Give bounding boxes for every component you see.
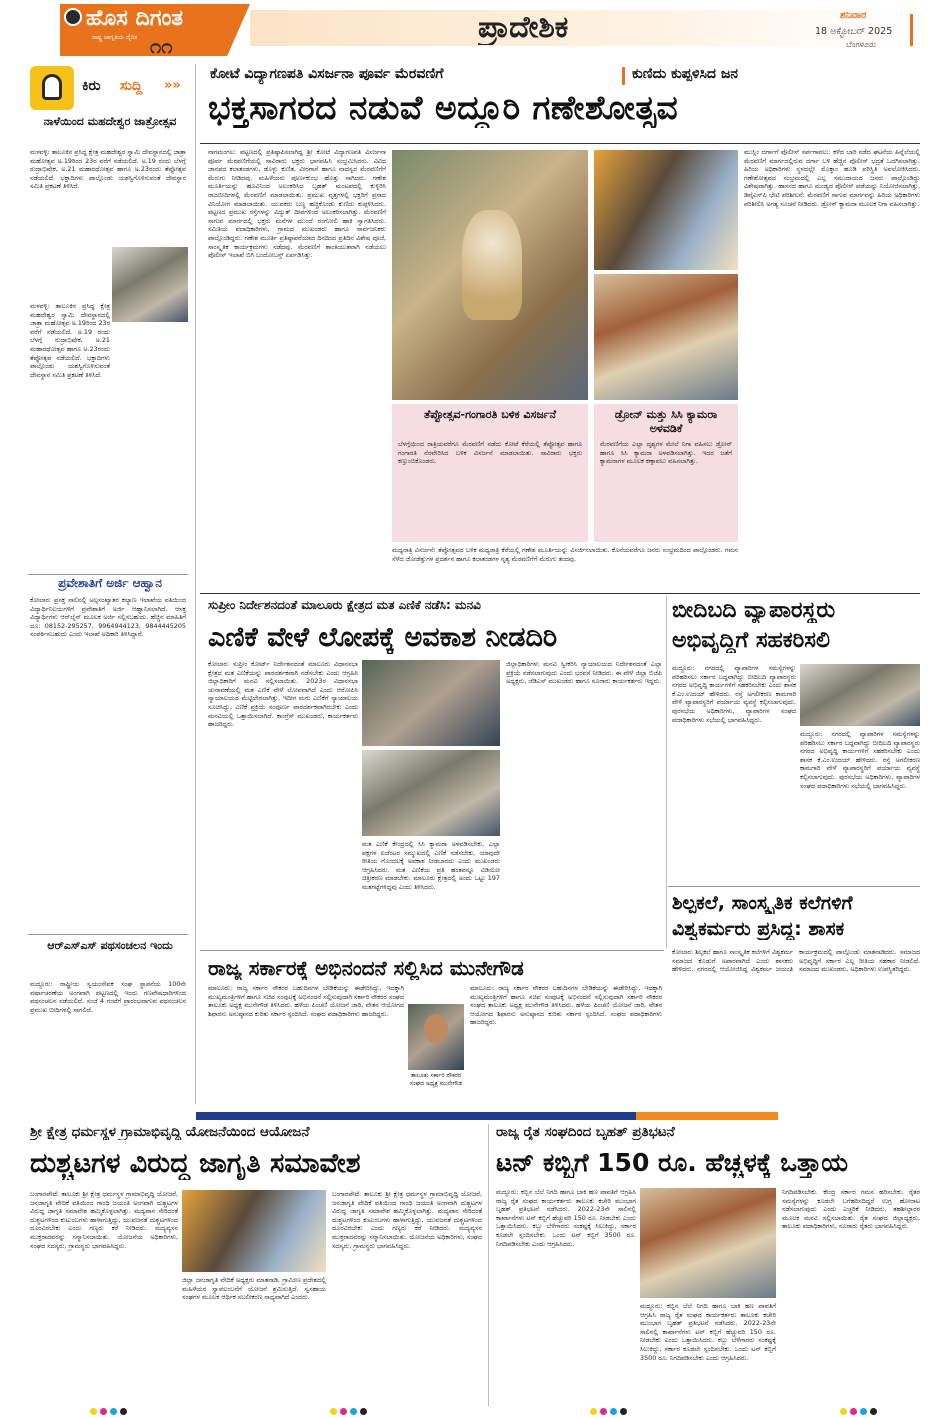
vendors-headline-1: ಬೀದಿಬದಿ ವ್ಯಾಪಾರಸ್ಥರು [672, 598, 836, 623]
box-drone-body: ಮೆರವಣಿಗೆಯ ಎಲ್ಲಾ ದೃಶ್ಯಗಳ ಮೇಲೆ ನಿಗಾ ವಹಿಸಲು ಡ್ರೋನ್ ಹಾಗೂ ಸಿಸಿ ಕ್ಯಾಮರಾ ಅಳವಡಿಸಲಾಗಿತ್ತು. ಇದರ ಜತೆಗೆ ಕ್ಯಾಮರಾಗಳ ಮೂಲಕ ಕಣ್ಗಾವಲು ವಹಿಸಲಾಗಿತ್ತು. [600, 440, 732, 466]
reg-dot [860, 1408, 867, 1415]
dharmasthala-photo [182, 1190, 326, 1272]
divider [28, 574, 188, 575]
vendors-body: ಮದ್ದೂರು: ನಗರದಲ್ಲಿ ವ್ಯಾಪಾರಿಗಳ ಸಮಸ್ಯೆಗಳನ್ನು ಪರಿಹರಿಸಲು ಸರ್ಕಾರ ಬದ್ಧವಾಗಿದ್ದು ಬೀದಿಬದಿ ವ್ಯಾಪಾರಸ್ಥರು ನಗರದ ಅಭಿವೃದ್ಧಿ ಕಾರ್ಯಗಳಿಗೆ ಸಹಕರಿಸಬೇಕು ಎಂದು ಶಾಸಕ ಕೆ.ಎಂ.ಉದಯ್ ಹೇಳಿದರು. ರಸ್ತೆ ಅಗಲೀಕರಣ ಕಾಮಗಾರಿ ವೇಳೆ ವ್ಯಾಪಾರಸ್ಥರಿಗೆ ಪರ್ಯಾಯ ವ್ಯವಸ್ಥೆ ಕಲ್ಪಿಸಲಾಗುವುದು. ಪುರಸಭೆಯ ಅಧಿಕಾರಿಗಳು, ವ್ಯಾಪಾರಿಗಳ ಸಂಘದ ಪದಾಧಿಕಾರಿಗಳು ಸಭೆಯಲ್ಲಿ ಭಾಗವಹಿಸಿದ್ದರು. [672, 664, 796, 724]
sidebar-story-1-photo [112, 247, 188, 322]
dharmasthala-body-2: ಜಿಲ್ಲಾ ಜನಜಾಗೃತಿ ವೇದಿಕೆ ಅಧ್ಯಕ್ಷರು ಮಾತನಾಡಿ, ಗ್ರಾಮೀಣ ಪ್ರದೇಶದಲ್ಲಿ ಮಹಿಳೆಯರ ಸ್ವಾವಲಂಬನೆಗೆ ಯೋಜನೆ ಶ್ರಮಿಸುತ್ತಿದೆ. ಸ್ವಸಹಾಯ ಸಂಘಗಳ ಮೂಲಕ ಆರ್ಥಿಕ ಸಬಲೀಕರಣ ಸಾಧ್ಯವಾಗಿದೆ ಎಂದರು. [182, 1276, 326, 1302]
divider [200, 950, 664, 951]
election-photo-1 [362, 660, 500, 746]
reg-dot [330, 1408, 337, 1415]
column-rule [666, 596, 667, 948]
munegowda-body-cont [470, 984, 662, 1102]
sidebar [28, 62, 190, 1104]
box-teppotsava-title: ತೆಪ್ಪೋತ್ಸವ-ಗಂಗಾರತಿ ಬಳಿಕ ವಿಸರ್ಜನೆ [423, 408, 557, 421]
registration-marks-left [90, 1408, 127, 1415]
box-teppotsava-body: ಬೆಳಗ್ಗೆಯಿಂದ ರಾತ್ರಿಯವರೆಗೂ ಮೆರವಣಿಗೆ ನಡೆದು ಕೋಟೆ ಕೆರೆಯಲ್ಲಿ ತೆಪ್ಪೋತ್ಸವ ಹಾಗೂ ಗಂಗಾರತಿ ನೆರವೇರಿಸಿದ ಬಳಿಕ ವಿಸರ್ಜನೆ ಮಾಡಲಾಯಿತು. ಸಾವಿರಾರು ಭಕ್ತರು ಕಣ್ತುಂಬಿಕೊಂಡರು. [398, 440, 582, 466]
lead-headline: ಭಕ್ತಸಾಗರದ ನಡುವೆ ಅದ್ಧೂರಿ ಗಣೇಶೋತ್ಸವ [208, 88, 679, 127]
masthead-day: ಶನಿವಾರ [840, 10, 867, 21]
farmers-photo [640, 1188, 776, 1298]
sidebar-story-2-title: ಪ್ರವೇಶಾತಿಗೆ ಅರ್ಜಿ ಆಹ್ವಾನ [58, 576, 162, 590]
reg-dot [340, 1408, 347, 1415]
lead-photo-procession [594, 274, 738, 400]
vendors-photo [800, 664, 920, 726]
lead-kicker-b: ಕುಣಿದು ಕುಪ್ಪಳಿಸಿದ ಜನ [632, 66, 739, 82]
bottom-band-orange [636, 1112, 778, 1120]
farmers-body-cont [640, 1302, 776, 1402]
registration-marks-right [590, 1408, 627, 1415]
section-title: ಪ್ರಾದೇಶಿಕ [478, 10, 569, 45]
munegowda-portrait [408, 1004, 464, 1070]
vendors-body-cont-text: ಮದ್ದೂರು: ನಗರದಲ್ಲಿ ವ್ಯಾಪಾರಿಗಳ ಸಮಸ್ಯೆಗಳನ್ನು ಪರಿಹರಿಸಲು ಸರ್ಕಾರ ಬದ್ಧವಾಗಿದ್ದು ಬೀದಿಬದಿ ವ್ಯಾಪಾರಸ್ಥರು ನಗರದ ಅಭಿವೃದ್ಧಿ ಕಾರ್ಯಗಳಿಗೆ ಸಹಕರಿಸಬೇಕು ಎಂದು ಶಾಸಕ ಕೆ.ಎಂ.ಉದಯ್ ಹೇಳಿದರು. ರಸ್ತೆ ಅಗಲೀಕರಣ ಕಾಮಗಾರಿ ವೇಳೆ ವ್ಯಾಪಾರಸ್ಥರಿಗೆ ಪರ್ಯಾಯ ವ್ಯವಸ್ಥೆ ಕಲ್ಪಿಸಲಾಗುವುದು. ಪುರಸಭೆಯ ಅಧಿಕಾರಿಗಳು, ವ್ಯಾಪಾರಿಗಳ ಸಂಘದ ಪದಾಧಿಕಾರಿಗಳು ಸಭೆಯಲ್ಲಿ ಭಾಗವಹಿಸಿದ್ದರು. [800, 730, 920, 790]
election-col-3: ಜಿಲ್ಲಾಧಿಕಾರಿಗಳು ಮನವಿ ಸ್ವೀಕರಿಸಿ ನ್ಯಾಯಾಲಯದ ನಿರ್ದೇಶನದಂತೆ ಎಲ್ಲಾ ಪ್ರಕ್ರಿಯೆ ನಡೆಸಲಾಗುವುದು ಎಂದು ಭರವಸೆ ನೀಡಿದರು. ಈ ವೇಳೆ ಜಿಲ್ಲಾ ಬಿಜೆಪಿ ಅಧ್ಯಕ್ಷರು, ಜೆಡಿಎಸ್ ಮುಖಂಡರು ಹಾಗೂ ನೂರಾರು ಕಾರ್ಯಕರ್ತರು ಇದ್ದರು. [506, 660, 662, 686]
dharmasthala-body-3-text: ಬಂಗಾರಪೇಟೆ: ತಾಲೂಕು ಶ್ರೀ ಕ್ಷೇತ್ರ ಧರ್ಮಸ್ಥಳ ಗ್ರಾಮಾಭಿವೃದ್ಧಿ ಯೋಜನೆ, ಜನಜಾಗೃತಿ ವೇದಿಕೆ ವತಿಯಿಂದ ಗಾಂಧಿ ಜಯಂತಿ ಅಂಗವಾಗಿ ದುಶ್ಚಟಗಳ ವಿರುದ್ಧ ಜಾಗೃತಿ ಸಮಾವೇಶ ಹಮ್ಮಿಕೊಳ್ಳಲಾಗಿತ್ತು. ಮದ್ಯಪಾನ ಸೇರಿದಂತೆ ದುಶ್ಚಟಗಳಿಂದ ಕುಟುಂಬಗಳು ಹಾಳಾಗುತ್ತಿದ್ದು, ಯುವಜನತೆ ದುಶ್ಚಟಗಳಿಂದ ದೂರವಿರಬೇಕು ಎಂದು ಗಣ್ಯರು ಕರೆ ನೀಡಿದರು. ಮದ್ಯವ್ಯಸನ ಮುಕ್ತರಾದವರನ್ನು ಸನ್ಮಾನಿಸಲಾಯಿತು. ಯೋಜನೆಯ ಅಧಿಕಾರಿಗಳು, ಸಂಘದ ಸದಸ್ಯರು, ಗ್ರಾಮಸ್ಥರು ಭಾಗವಹಿಸಿದ್ದರು. [332, 1190, 482, 1250]
bottom-band-blue [196, 1112, 636, 1120]
election-col-2: ಮತ ಎಣಿಕೆ ಕೇಂದ್ರದಲ್ಲಿ ಸಿಸಿ ಕ್ಯಾಮರಾ ಅಳವಡಿಸಬೇಕು, ಎಲ್ಲಾ ಪಕ್ಷಗಳ ಏಜೆಂಟರ ಸಮ್ಮುಖದಲ್ಲಿ ಎಣಿಕೆ ನಡೆಸಬೇಕು, ಯಾವುದೇ ರೀತಿಯ ಗೊಂದಲಕ್ಕೆ ಅವಕಾಶ ನೀಡಬಾರದು ಎಂದು ಮುಖಂಡರು ಆಗ್ರಹಿಸಿದರು. ಮತ ಎಣಿಕೆಯ ಪ್ರತಿ ಹಂತವನ್ನೂ ವಿಡಿಯೋ ಚಿತ್ರೀಕರಣ ಮಾಡಬೇಕು. ಮಾಲೂರು ಕ್ಷೇತ್ರದಲ್ಲಿ ಅಂದು ಒಟ್ಟು 197 ಮತಗಟ್ಟೆಗಳಿದ್ದವು ಎಂದು ತಿಳಿಸಿದರು. [362, 840, 500, 891]
section-band [250, 10, 900, 46]
reg-dot [870, 1408, 877, 1415]
election-headline: ಎಣಿಕೆ ವೇಳೆ ಲೋಪಕ್ಕೆ ಅವಕಾಶ ನೀಡದಿರಿ [208, 622, 558, 653]
reg-dot [600, 1408, 607, 1415]
lead-kicker-sep [622, 67, 625, 85]
divider [200, 593, 920, 594]
dharmasthala-body: ಬಂಗಾರಪೇಟೆ: ತಾಲೂಕು ಶ್ರೀ ಕ್ಷೇತ್ರ ಧರ್ಮಸ್ಥಳ ಗ್ರಾಮಾಭಿವೃದ್ಧಿ ಯೋಜನೆ, ಜನಜಾಗೃತಿ ವೇದಿಕೆ ವತಿಯಿಂದ ಗಾಂಧಿ ಜಯಂತಿ ಅಂಗವಾಗಿ ದುಶ್ಚಟಗಳ ವಿರುದ್ಧ ಜಾಗೃತಿ ಸಮಾವೇಶ ಹಮ್ಮಿಕೊಳ್ಳಲಾಗಿತ್ತು. ಮದ್ಯಪಾನ ಸೇರಿದಂತೆ ದುಶ್ಚಟಗಳಿಂದ ಕುಟುಂಬಗಳು ಹಾಳಾಗುತ್ತಿದ್ದು, ಯುವಜನತೆ ದುಶ್ಚಟಗಳಿಂದ ದೂರವಿರಬೇಕು ಎಂದು ಗಣ್ಯರು ಕರೆ ನೀಡಿದರು. ಮದ್ಯವ್ಯಸನ ಮುಕ್ತರಾದವರನ್ನು ಸನ್ಮಾನಿಸಲಾಯಿತು. ಯೋಜನೆಯ ಅಧಿಕಾರಿಗಳು, ಸಂಘದ ಸದಸ್ಯರು, ಗ್ರಾಮಸ್ಥರು ಭಾಗವಹಿಸಿದ್ದರು. [30, 1190, 178, 1250]
registration-marks-far [840, 1408, 877, 1415]
reg-dot [610, 1408, 617, 1415]
masthead-logo: ಹೊಸ ದಿಗಂತ [86, 6, 184, 31]
reg-dot [840, 1408, 847, 1415]
munegowda-headline: ರಾಜ್ಯ ಸರ್ಕಾರಕ್ಕೆ ಅಭಿನಂದನೆ ಸಲ್ಲಿಸಿದ ಮುನೇಗೌಡ [208, 956, 524, 980]
chevrons-icon: »» [164, 78, 181, 93]
farmers-kicker: ರಾಜ್ಯ ರೈತ ಸಂಘದಿಂದ ಬೃಹತ್ ಪ್ರತಿಭಟನೆ [496, 1124, 675, 1140]
hand-icon [42, 74, 62, 100]
dharmasthala-headline: ದುಶ್ಚಟಗಳ ವಿರುದ್ಧ ಜಾಗೃತಿ ಸಮಾವೇಶ [30, 1148, 361, 1179]
sidebar-story-3-body: ಮದ್ದೂರು: ರಾಷ್ಟ್ರೀಯ ಸ್ವಯಂಸೇವಕ ಸಂಘ ಸ್ಥಾಪನೆಯ 100ನೇ ವರ್ಷಾಚರಣೆಯ ಅಂಗವಾಗಿ ಪಟ್ಟಣದಲ್ಲಿ ಇಂದು ಗಣವೇಷಧಾರಿಗಳಿಂದ ಪಥಸಂಚಲನ ನಡೆಯಲಿದೆ. ಸಂಜೆ 4 ಗಂಟೆಗೆ ಪ್ರಾರಂಭವಾಗುವ ಪಥಸಂಚಲನ ಪ್ರಮುಖ ಬೀದಿಗಳಲ್ಲಿ ಸಾಗಲಿದೆ. [30, 980, 186, 1014]
sidebar-story-2-body: ಕೋಲಾರ: ಪ್ರಸಕ್ತ ಸಾಲಿನಲ್ಲಿ ಅಲ್ಪಸಂಖ್ಯಾತರ ಕಲ್ಯಾಣ ಇಲಾಖೆಯ ವತಿಯಿಂದ ವಿದ್ಯಾರ್ಥಿನಿಲಯಗಳಿಗೆ ಪ್ರವೇಶಾತಿಗೆ ಅರ್ಜಿ ಆಹ್ವಾನಿಸಲಾಗಿದೆ. ಆಸಕ್ತ ವಿದ್ಯಾರ್ಥಿಗಳು ಆನ್‌ಲೈನ್ ಮೂಲಕ ಅರ್ಜಿ ಸಲ್ಲಿಸಬಹುದು. ಹೆಚ್ಚಿನ ಮಾಹಿತಿಗೆ ದೂ: 08152-295257, 9964944123, 9844445205 ಸಂಪರ್ಕಿಸಬಹುದು ಎಂದು ಇಲಾಖೆ ಅಧಿಕಾರಿ ತಿಳಿಸಿದ್ದಾರೆ. [30, 596, 186, 639]
vendors-headline-2: ಅಭಿವೃದ್ಧಿಗೆ ಸಹಕರಿಸಲಿ [672, 628, 830, 653]
registration-marks-mid [330, 1408, 367, 1415]
reg-dot [360, 1408, 367, 1415]
sidebar-story-1-body-cont: ಮಳವಳ್ಳಿ: ತಾಲೂಕಿನ ಪ್ರಸಿದ್ಧ ಕ್ಷೇತ್ರ ಮಹದೇಶ್ವರ ಸ್ವಾಮಿ ದೇವಸ್ಥಾನದಲ್ಲಿ ಜಾತ್ರಾ ಮಹೋತ್ಸವ ಅ.19ರಿಂದ 23ರ ವರೆಗೆ ನಡೆಯಲಿದೆ. ಅ.19 ರಂದು ಬೆಳಗ್ಗೆ ರುದ್ರಾಭಿಷೇಕ, ಅ.21 ಮಹಾರಥೋತ್ಸವ ಹಾಗೂ ಅ.23ರಂದು ತೆಪ್ಪೋತ್ಸವ ನಡೆಯಲಿದೆ. ಭಕ್ತಾದಿಗಳು ಪಾಲ್ಗೊಂಡು ಯಶಸ್ವಿಗೊಳಿಸುವಂತೆ ದೇವಸ್ಥಾನ ಸಮಿತಿ ಪ್ರಕಟಣೆ ತಿಳಿಸಿದೆ. [30, 302, 110, 379]
sidebar-story-3-title: ಆರ್‌ಎಸ್‌ಎಸ್ ಪಥಸಂಚಲನ ಇಂದು [47, 939, 173, 952]
lead-kicker-a: ಕೋಟೆ ವಿದ್ಯಾಗಣಪತಿ ವಿಸರ್ಜನಾ ಪೂರ್ವ ಮೆರವಣಿಗೆ [210, 66, 444, 82]
masthead-right-rule [910, 14, 913, 46]
vendors-body-cont [800, 730, 920, 880]
farmers-body-cont-text: ಮದ್ದೂರು: ಕಬ್ಬಿನ ಬೆಲೆ ನಿಗದಿ ಹಾಗೂ ಬಾಕಿ ಹಣ ಪಾವತಿಗೆ ಆಗ್ರಹಿಸಿ ರಾಜ್ಯ ರೈತ ಸಂಘದ ಕಾರ್ಯಕರ್ತರು ತಾಲೂಕು ಕಚೇರಿ ಮುಂಭಾಗ ಬೃಹತ್ ಪ್ರತಿಭಟನೆ ನಡೆಸಿದರು. 2022-23ನೇ ಸಾಲಿನಲ್ಲಿ ಕಾರ್ಖಾನೆಗಳು ಟನ್ ಕಬ್ಬಿಗೆ ಹೆಚ್ಚುವರಿ 150 ರೂ. ನೀಡಬೇಕು ಎಂದು ಒತ್ತಾಯಿಸಿದರು. ಕಬ್ಬು ಬೆಳೆಗಾರರು ಸಂಕಷ್ಟಕ್ಕೆ ಸಿಲುಕಿದ್ದು, ಸರ್ಕಾರ ಕೂಡಲೇ ಸ್ಪಂದಿಸಬೇಕು. ಒಂದು ಟನ್ ಕಬ್ಬಿಗೆ 3500 ರೂ. ನಿಗದಿಪಡಿಸಬೇಕು ಎಂದು ಆಗ್ರಹಿಸಿದರು. [640, 1302, 776, 1362]
reg-dot [590, 1408, 597, 1415]
column-rule [195, 64, 196, 1104]
divider [200, 143, 920, 144]
farmers-body: ಮದ್ದೂರು: ಕಬ್ಬಿನ ಬೆಲೆ ನಿಗದಿ ಹಾಗೂ ಬಾಕಿ ಹಣ ಪಾವತಿಗೆ ಆಗ್ರಹಿಸಿ ರಾಜ್ಯ ರೈತ ಸಂಘದ ಕಾರ್ಯಕರ್ತರು ತಾಲೂಕು ಕಚೇರಿ ಮುಂಭಾಗ ಬೃಹತ್ ಪ್ರತಿಭಟನೆ ನಡೆಸಿದರು. 2022-23ನೇ ಸಾಲಿನಲ್ಲಿ ಕಾರ್ಖಾನೆಗಳು ಟನ್ ಕಬ್ಬಿಗೆ ಹೆಚ್ಚುವರಿ 150 ರೂ. ನೀಡಬೇಕು ಎಂದು ಒತ್ತಾಯಿಸಿದರು. ಕಬ್ಬು ಬೆಳೆಗಾರರು ಸಂಕಷ್ಟಕ್ಕೆ ಸಿಲುಕಿದ್ದು, ಸರ್ಕಾರ ಕೂಡಲೇ ಸ್ಪಂದಿಸಬೇಕು. ಒಂದು ಟನ್ ಕಬ್ಬಿಗೆ 3500 ರೂ. ನಿಗದಿಪಡಿಸಬೇಕು ಎಂದು ಆಗ್ರಹಿಸಿದರು. [496, 1188, 636, 1248]
vishwakarma-headline-1: ಶಿಲ್ಪಕಲೆ, ಸಾಂಸ್ಕೃತಿಕ ಕಲೆಗಳಿಗೆ [672, 892, 853, 914]
lead-photo-ganesha [392, 150, 588, 400]
farmers-body-2: ನಿಗದಿಪಡಿಸಬೇಕು. ಕೇಂದ್ರ ಸರ್ಕಾರ ಗಮನ ಹರಿಸಬೇಕು. ರೈತರ ಸಮಸ್ಯೆಗಳನ್ನು ಕೂಡಲೇ ಬಗೆಹರಿಸದಿದ್ದರೆ ಉಗ್ರ ಹೋರಾಟ ನಡೆಸಲಾಗುವುದು ಎಂದು ಎಚ್ಚರಿಕೆ ನೀಡಿದರು. ತಹಶೀಲ್ದಾರರ ಮೂಲಕ ಮನವಿ ಸಲ್ಲಿಸಲಾಯಿತು. ರೈತ ಸಂಘದ ಜಿಲ್ಲಾಧ್ಯಕ್ಷರು, ತಾಲೂಕು ಪದಾಧಿಕಾರಿಗಳು, ನೂರಾರು ರೈತರು ಭಾಗವಹಿಸಿದ್ದರು. [782, 1188, 920, 1231]
masthead [0, 0, 945, 60]
reg-dot [620, 1408, 627, 1415]
sidebar-brand-a: ಕಿರು [82, 78, 101, 94]
divider [668, 886, 920, 887]
dharmasthala-kicker: ಶ್ರೀ ಕ್ಷೇತ್ರ ಧರ್ಮಸ್ಥಳ ಗ್ರಾಮಾಭಿವೃದ್ಧಿ ಯೋಜನೆಯಿಂದ ಆಯೋಜನೆ [30, 1124, 310, 1140]
masthead-city: ಬೆಂಗಳೂರು [846, 40, 876, 49]
lead-tail: ಮಧ್ಯರಾತ್ರಿ ವಿಸರ್ಜನೆ: ತೆಪ್ಪೋತ್ಸವದ ಬಳಿಕ ಮಧ್ಯರಾತ್ರಿ ಕೆರೆಯಲ್ಲಿ ಗಣೇಶ ಮೂರ್ತಿಯನ್ನು ವಿಸರ್ಜಿಸಲಾಯಿತು. ಕೊನೆಯವರೆಗೂ ಜನರು ಸಂಭ್ರಮದಿಂದ ಪಾಲ್ಗೊಂಡರು. ಗಮನ ಸೆಳೆದ ಜೋಡೆತ್ತುಗಳ ಪ್ರದರ್ಶನ ಹಾಗೂ ಕಲಾತಂಡಗಳ ನೃತ್ಯ ಮೆರವಣಿಗೆಗೆ ಮೆರುಗು ತಂದವು. [392, 546, 738, 563]
lead-photo-dancers [594, 150, 738, 270]
sidebar-story-1-body: ಮಳವಳ್ಳಿ: ತಾಲೂಕಿನ ಪ್ರಸಿದ್ಧ ಕ್ಷೇತ್ರ ಮಹದೇಶ್ವರ ಸ್ವಾಮಿ ದೇವಸ್ಥಾನದಲ್ಲಿ ಜಾತ್ರಾ ಮಹೋತ್ಸವ ಅ.19ರಿಂದ 23ರ ವರೆಗೆ ನಡೆಯಲಿದೆ. ಅ.19 ರಂದು ಬೆಳಗ್ಗೆ ರುದ್ರಾಭಿಷೇಕ, ಅ.21 ಮಹಾರಥೋತ್ಸವ ಹಾಗೂ ಅ.23ರಂದು ತೆಪ್ಪೋತ್ಸವ ನಡೆಯಲಿದೆ. ಭಕ್ತಾದಿಗಳು ಪಾಲ್ಗೊಂಡು ಯಶಸ್ವಿಗೊಳಿಸುವಂತೆ ದೇವಸ್ಥಾನ ಸಮಿತಿ ಪ್ರಕಟಣೆ ತಿಳಿಸಿದೆ. [30, 148, 186, 191]
reg-dot [110, 1408, 117, 1415]
lead-col-1: ನಾಗಮಂಗಲ: ಪಟ್ಟಣದಲ್ಲಿ ಪ್ರತಿಷ್ಠಾಪಿಸಲಾಗಿದ್ದ ಶ್ರೀ ಕೋಟೆ ವಿದ್ಯಾಗಣಪತಿ ವಿಸರ್ಜನಾ ಪೂರ್ವ ಮೆರವಣಿಗೆಯಲ್ಲಿ ಸಾವಿರಾರು ಭಕ್ತರು ಭಾಗವಹಿಸಿ ಸಂಭ್ರಮಿಸಿದರು. ವಿವಿಧ ಜಾನಪದ ಕಲಾತಂಡಗಳು, ಡೊಳ್ಳು ಕುಣಿತ, ವೀರಗಾಸೆ ಹಾಗೂ ನಾದಸ್ವರ ಮೆರವಣಿಗೆಗೆ ಮೆರುಗು ನೀಡಿದವು. ಮಹಿಳೆಯರು ಪೂರ್ಣಕುಂಭ ಹೊತ್ತು ಸಾಗಿದರು. ಗಣೇಶ ಮೂರ್ತಿಯನ್ನು ಹೂವಿನಿಂದ ಅಲಂಕರಿಸಿದ ಬೃಹತ್ ಮಂಟಪದಲ್ಲಿ ಕುಳ್ಳಿರಿಸಿ ರಾಜಬೀದಿಗಳಲ್ಲಿ ಮೆರವಣಿಗೆ ಮಾಡಲಾಯಿತು. ಪ್ರಮುಖ ವೃತ್ತಗಳಲ್ಲಿ ಭಕ್ತರಿಗೆ ಪ್ರಸಾದ ವಿನಿಯೋಗ ಮಾಡಲಾಯಿತು. ಯುವಕರು ಬಣ್ಣ ಹಚ್ಚಿಕೊಂಡು ಕುಣಿದು ಕುಪ್ಪಳಿಸಿದರು. ಪಟ್ಟಣದ ಪ್ರಮುಖ ರಸ್ತೆಗಳನ್ನು ವಿದ್ಯುತ್ ದೀಪಗಳಿಂದ ಅಲಂಕರಿಸಲಾಗಿತ್ತು. ಮೆರವಣಿಗೆ ಸಾಗುವ ಮಾರ್ಗದಲ್ಲಿ ಭಕ್ತರು ಮನೆಗಳ ಮುಂದೆ ರಂಗೋಲಿ ಹಾಕಿ ಸ್ವಾಗತಿಸಿದರು. ಸಮಿತಿಯ ಪದಾಧಿಕಾರಿಗಳು, ಗ್ರಾಮದ ಮುಖಂಡರು ಹಾಗೂ ಸಾರ್ವಜನಿಕರು ಪಾಲ್ಗೊಂಡಿದ್ದರು. ಗಣೇಶ ಮೂರ್ತಿ ಪ್ರತಿಷ್ಠಾಪನೆಯಾದ ದಿನದಿಂದ ಪ್ರತಿದಿನ ವಿಶೇಷ ಪೂಜೆ, ಸಾಂಸ್ಕೃತಿಕ ಕಾರ್ಯಕ್ರಮಗಳು ನಡೆದವು. ಮೆರವಣಿಗೆ ಶಾಂತಿಯುತವಾಗಿ ನಡೆಯಲು ಪೊಲೀಸ್ ಇಲಾಖೆ ಬಿಗಿ ಬಂದೋಬಸ್ತ್ ಏರ್ಪಡಿಸಿತ್ತು. [208, 148, 386, 260]
vishwakarma-headline-2: ವಿಶ್ವಕರ್ಮರು ಪ್ರಸಿದ್ಧ: ಶಾಸಕ [672, 918, 845, 940]
reg-dot [120, 1408, 127, 1415]
munegowda-body: ಮಾಲೂರು: ರಾಜ್ಯ ಸರ್ಕಾರ ನೌಕರರ ಬಹುದಿನಗಳ ಬೇಡಿಕೆಯನ್ನು ಈಡೇರಿಸಿದ್ದು, ಇದಕ್ಕಾಗಿ ಮುಖ್ಯಮಂತ್ರಿಗಳಿಗೆ ಹಾಗೂ ಸಚಿವ ಸಂಪುಟಕ್ಕೆ ಅಭಿನಂದನೆ ಸಲ್ಲಿಸುವುದಾಗಿ ಸರ್ಕಾರಿ ನೌಕರರ ಸಂಘದ ತಾಲೂಕು ಅಧ್ಯಕ್ಷ ಮುನೇಗೌಡ ತಿಳಿಸಿದರು. ಹಳೆಯ ಪಿಂಚಣಿ ಯೋಜನೆ ಜಾರಿ, ವೇತನ ಆಯೋಗದ ಶಿಫಾರಸು ಅನುಷ್ಠಾನದ ಕುರಿತು ಸರ್ಕಾರ ಸ್ಪಂದಿಸಿದೆ. ಸಂಘದ ಪದಾಧಿಕಾರಿಗಳು ಹಾಜರಿದ್ದರು. [208, 984, 404, 1018]
farmers-headline: ಟನ್ ಕಬ್ಬಿಗೆ 150 ರೂ. ಹೆಚ್ಚಳಕ್ಕೆ ಒತ್ತಾಯ [496, 1148, 848, 1177]
election-col-1: ಕೋಲಾರ: ಸುಪ್ರೀಂ ಕೋರ್ಟ್ ನಿರ್ದೇಶನದಂತೆ ಮಾಲೂರು ವಿಧಾನಸಭಾ ಕ್ಷೇತ್ರದ ಮತ ಎಣಿಕೆಯನ್ನು ಪಾರದರ್ಶಕವಾಗಿ ನಡೆಸಬೇಕು ಎಂದು ಆಗ್ರಹಿಸಿ ಜಿಲ್ಲಾಧಿಕಾರಿಗೆ ಮನವಿ ಸಲ್ಲಿಸಲಾಯಿತು. 2023ರ ವಿಧಾನಸಭಾ ಚುನಾವಣೆಯಲ್ಲಿ ಮತ ಎಣಿಕೆ ವೇಳೆ ಲೋಪವಾಗಿದೆ ಎಂದು ಆರೋಪಿಸಿ ನ್ಯಾಯಾಲಯದ ಮೆಟ್ಟಿಲೇರಲಾಗಿತ್ತು. ಇದೀಗ ಮರು ಎಣಿಕೆಗೆ ನ್ಯಾಯಾಲಯ ಸೂಚಿಸಿದ್ದು, ಎಣಿಕೆ ಪ್ರಕ್ರಿಯೆ ಸಂಪೂರ್ಣ ಪಾರದರ್ಶಕವಾಗಿರಬೇಕು ಎಂದು ಮನವಿಯಲ್ಲಿ ಒತ್ತಾಯಿಸಲಾಗಿದೆ. ಕಾಂಗ್ರೆಸ್ ಮುಖಂಡರು, ಕಾರ್ಯಕರ್ತರು ಹಾಜರಿದ್ದರು. [208, 660, 358, 729]
logo-mark-icon [64, 8, 82, 26]
dharmasthala-body-3 [332, 1190, 482, 1402]
sidebar-story-1-title: ನಾಳೆಯಿಂದ ಮಹದೇಶ್ವರ ಜಾತ್ರೋತ್ಸವ [43, 115, 177, 128]
election-photo-2 [362, 750, 500, 836]
masthead-date: 18 ಅಕ್ಟೋಬರ್ 2025 [815, 26, 893, 37]
reg-dot [350, 1408, 357, 1415]
vishwakarma-body: ಕೋಲಾರ: ಶಿಲ್ಪಕಲೆ ಹಾಗೂ ಸಾಂಸ್ಕೃತಿಕ ಕಲೆಗಳಿಗೆ ವಿಶ್ವಕರ್ಮ ಸಮಾಜದ ಕೊಡುಗೆ ಅಪಾರವಾಗಿದೆ ಎಂದು ಶಾಸಕರು ಹೇಳಿದರು. ನಗರದಲ್ಲಿ ಆಯೋಜಿಸಿದ್ದ ವಿಶ್ವಕರ್ಮ ಜಯಂತಿ ಕಾರ್ಯಕ್ರಮದಲ್ಲಿ ಪಾಲ್ಗೊಂಡು ಮಾತನಾಡಿದರು. ಸಮಾಜದ ಅಭಿವೃದ್ಧಿಗೆ ಸರ್ಕಾರ ಎಲ್ಲ ರೀತಿಯ ಸಹಕಾರ ನೀಡಲಿದೆ. ಸಮಾಜದ ಮುಖಂಡರು, ಅಧಿಕಾರಿಗಳು ಉಪಸ್ಥಿತರಿದ್ದರು. [672, 948, 920, 974]
reg-dot [850, 1408, 857, 1415]
divider [28, 934, 188, 935]
sidebar-brand-b: ಸುದ್ದಿ [120, 78, 143, 94]
portrait-face [424, 1014, 448, 1044]
masthead-tagline: ರಾಷ್ಟ್ರ ಜಾಗೃತಿಯ ದೈನಿಕ [92, 34, 138, 41]
reg-dot [90, 1408, 97, 1415]
reg-dot [100, 1408, 107, 1415]
ganesha-idol-figure [462, 210, 522, 320]
election-kicker: ಸುಪ್ರೀಂ ನಿರ್ದೇಶನದಂತೆ ಮಾಲೂರು ಕ್ಷೇತ್ರದ ಮತ ಎಣಿಕೆ ನಡೆಸಿ: ಮನವಿ [208, 598, 481, 612]
munegowda-caption: ತಾಲೂಕು ಸರ್ಕಾರಿ ನೌಕರರ ಸಂಘದ ಅಧ್ಯಕ್ಷ ಮುನೇಗೌಡ [409, 1072, 463, 1087]
box-drone-title: ಡ್ರೋನ್ ಮತ್ತು ಸಿಸಿ ಕ್ಯಾಮರಾ ಅಳವಡಿಕೆ [614, 408, 718, 435]
column-rule [488, 1124, 489, 1406]
lead-col-2: ಮುಸ್ಲಿಂ ದರ್ಗಾಗೆ ಪೊಲೀಸ್ ಸರ್ಪಗಾವಲು: ಕಳೆದ ಬಾರಿ ನಡೆದ ಘಟನೆಯ ಹಿನ್ನೆಲೆಯಲ್ಲಿ ಮೆರವಣಿಗೆ ಮಾರ್ಗದಲ್ಲಿರುವ ದರ್ಗಾ ಬಳಿ ಹೆಚ್ಚಿನ ಪೊಲೀಸ್ ಭದ್ರತೆ ಒದಗಿಸಲಾಗಿತ್ತು. ಹಿರಿಯ ಅಧಿಕಾರಿಗಳು ಸ್ಥಳದಲ್ಲೇ ಮೊಕ್ಕಾಂ ಹೂಡಿ ಪರಿಸ್ಥಿತಿ ಅವಲೋಕಿಸಿದರು. ಗಣೇಶೋತ್ಸವದ ಸಂಭ್ರಮದಲ್ಲಿ ಎಲ್ಲ ಸಮುದಾಯದ ಜನರು ಪಾಲ್ಗೊಂಡಿದ್ದು ವಿಶೇಷವಾಗಿತ್ತು. ಹಾಸನದ ಹಾಗೂ ಮಂಡ್ಯದ ಪೊಲೀಸ್ ಪಡೆಯನ್ನು ನಿಯೋಜಿಸಲಾಗಿತ್ತು. ಡಿವೈಎಸ್‌ಪಿ ಭೇಟಿ ಪರಿಶೀಲನೆ: ಮೆರವಣಿಗೆ ಸಾಗುವ ಮಾರ್ಗವನ್ನು ಹಿರಿಯ ಅಧಿಕಾರಿಗಳು ಪರಿಶೀಲಿಸಿ ಅಗತ್ಯ ಸೂಚನೆ ನೀಡಿದರು. ಡ್ರೋನ್ ಕ್ಯಾಮರಾ ಮೂಲಕ ನಿಗಾ ವಹಿಸಲಾಗಿತ್ತು. [744, 148, 920, 208]
sidebar-story-1-more [30, 302, 110, 572]
munegowda-body-cont-text: ಮಾಲೂರು: ರಾಜ್ಯ ಸರ್ಕಾರ ನೌಕರರ ಬಹುದಿನಗಳ ಬೇಡಿಕೆಯನ್ನು ಈಡೇರಿಸಿದ್ದು, ಇದಕ್ಕಾಗಿ ಮುಖ್ಯಮಂತ್ರಿಗಳಿಗೆ ಹಾಗೂ ಸಚಿವ ಸಂಪುಟಕ್ಕೆ ಅಭಿನಂದನೆ ಸಲ್ಲಿಸುವುದಾಗಿ ಸರ್ಕಾರಿ ನೌಕರರ ಸಂಘದ ತಾಲೂಕು ಅಧ್ಯಕ್ಷ ಮುನೇಗೌಡ ತಿಳಿಸಿದರು. ಹಳೆಯ ಪಿಂಚಣಿ ಯೋಜನೆ ಜಾರಿ, ವೇತನ ಆಯೋಗದ ಶಿಫಾರಸು ಅನುಷ್ಠಾನದ ಕುರಿತು ಸರ್ಕಾರ ಸ್ಪಂದಿಸಿದೆ. ಸಂಘದ ಪದಾಧಿಕಾರಿಗಳು ಹಾಜರಿದ್ದರು. [470, 984, 662, 1027]
page-number: ೧೧ [150, 34, 173, 58]
